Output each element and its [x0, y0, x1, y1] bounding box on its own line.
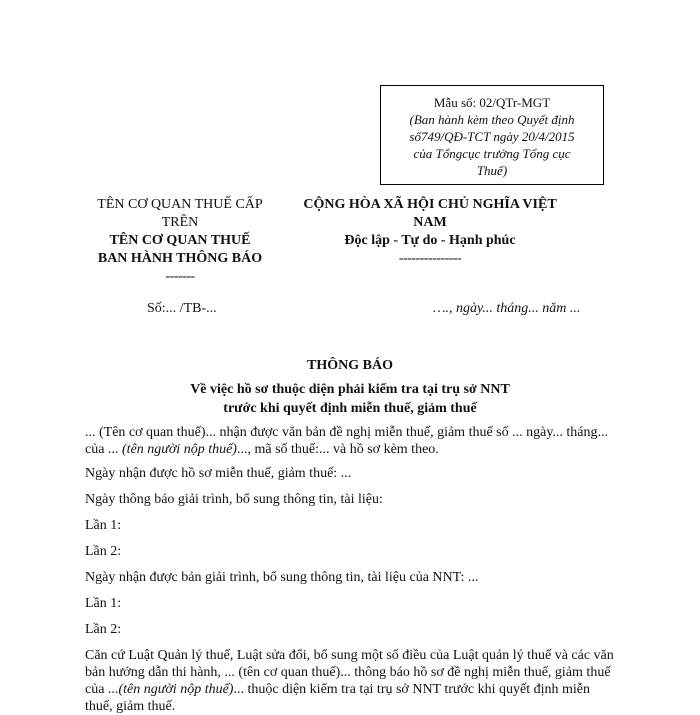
taxpayer-name-placeholder-2: (tên người nộp thuế): [118, 682, 234, 697]
superior-agency-line-2: TRÊN: [161, 215, 199, 230]
republic-name-line-2: NAM: [413, 215, 447, 230]
paragraph-receipt-text-a: ... (Tên cơ quan thuế)... nhận được văn bản đề nghị miễn thuế, giảm thuế số ... ngày... tháng... của ...: [85, 425, 609, 457]
national-header: [300, 196, 560, 268]
form-note-line-1: (Ban hành kèm theo Quyết định: [409, 112, 575, 127]
paragraph-receipt-text-b: ..., mã số thuế:... và hồ sơ kèm theo.: [236, 442, 439, 457]
explanation-attempt-1: Lần 1:: [85, 596, 122, 611]
subtitle-line-1: Về việc hồ sơ thuộc diện phải kiểm tra tại trụ sở NNT: [190, 382, 510, 397]
issuing-agency-line-1: TÊN CƠ QUAN THUẾ: [109, 233, 251, 248]
left-divider: -------: [165, 269, 195, 284]
issuing-agency-header: [60, 196, 300, 286]
paragraph-receipt: [85, 424, 620, 458]
right-divider: ---------------: [398, 251, 462, 266]
paragraph-conclusion: [85, 647, 620, 715]
national-motto: Độc lập - Tự do - Hạnh phúc: [344, 233, 516, 248]
notice-attempt-1: Lần 1:: [85, 518, 122, 533]
paragraph-explanation-date: Ngày nhận được bản giải trình, bổ sung thông tin, tài liệu của NNT: ...: [85, 570, 479, 585]
form-note-line-3: của Tổngcục trưởng Tổng cục: [413, 146, 571, 161]
issuing-agency-line-2: BAN HÀNH THÔNG BÁO: [97, 251, 263, 266]
notice-attempt-2: Lần 2:: [85, 544, 122, 559]
form-code-box: [380, 85, 604, 185]
superior-agency-line-1: TÊN CƠ QUAN THUẾ CẤP: [97, 197, 263, 212]
explanation-attempt-2: Lần 2:: [85, 622, 122, 637]
document-title: THÔNG BÁO: [307, 358, 393, 373]
subtitle-line-2: trước khi quyết định miễn thuế, giảm thuế: [223, 401, 477, 416]
form-note-line-2: số749/QĐ-TCT ngày 20/4/2015: [409, 129, 575, 144]
paragraph-received-date: Ngày nhận được hồ sơ miễn thuế, giảm thuế: ...: [85, 466, 352, 481]
document-number: Số:... /TB-...: [147, 301, 217, 316]
form-code: Mẫu số: 02/QTr-MGT: [433, 95, 551, 110]
republic-name-line-1: CỘNG HÒA XÃ HỘI CHỦ NGHĨA VIỆT: [303, 197, 557, 212]
paragraph-conclusion-text-a: Căn cứ Luật Quản lý thuế, Luật sửa đổi, bổ sung một số điều của Luật quản lý thuế và các văn bản hướng dẫn thi hành, ... (tên cơ quan thuế)... thông báo hồ sơ đề nghị miễn thuế, giảm thuế của ...: [85, 648, 614, 697]
document-date: …., ngày... tháng... năm ...: [433, 301, 581, 316]
form-note-line-4: Thuế): [476, 163, 508, 178]
paragraph-conclusion-text-b: ... thuộc diện kiểm tra tại trụ sở NNT trước khi quyết định miễn thuế, giảm thuế.: [85, 682, 590, 714]
taxpayer-name-placeholder: (tên người nộp thuế): [121, 442, 237, 457]
document-body: [85, 424, 620, 715]
document-subtitle: [0, 380, 700, 418]
paragraph-notice-date: Ngày thông báo giải trình, bổ sung thông tin, tài liệu:: [85, 492, 383, 507]
